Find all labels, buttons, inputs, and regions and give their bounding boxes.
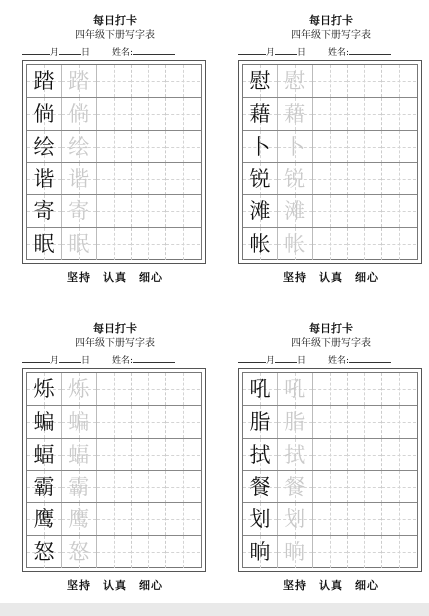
trace-character: 烁	[68, 377, 90, 401]
day-blank[interactable]	[59, 354, 81, 363]
model-character-cell	[27, 373, 62, 405]
name-blank[interactable]	[349, 46, 391, 55]
practice-cell[interactable]	[131, 98, 166, 130]
trace-character-cell	[278, 98, 313, 130]
model-character-cell	[243, 373, 278, 405]
practice-cell[interactable]	[313, 195, 348, 227]
grid-row	[243, 535, 417, 568]
day-label: 日	[297, 356, 307, 366]
practice-cell[interactable]	[166, 471, 200, 503]
practice-cell[interactable]	[382, 406, 416, 438]
card-title: 每日打卡	[93, 322, 137, 335]
name-label: 姓名:	[328, 48, 350, 58]
practice-cell[interactable]	[382, 98, 416, 130]
practice-cell[interactable]	[313, 228, 348, 260]
trace-character: 谐	[68, 166, 90, 191]
trace-character-cell	[62, 503, 97, 535]
motto-word: 细心	[139, 579, 163, 592]
card-motto	[238, 269, 424, 285]
practice-cell[interactable]	[166, 65, 200, 97]
grid-row	[243, 502, 417, 535]
practice-cell[interactable]	[347, 536, 382, 568]
practice-cell[interactable]	[166, 536, 200, 568]
practice-cell[interactable]	[131, 228, 166, 260]
trace-character-cell	[278, 406, 313, 438]
practice-cell[interactable]	[97, 503, 132, 535]
trace-character: 怒	[68, 539, 90, 564]
card-subtitle: 四年级下册写字表	[291, 30, 371, 41]
grid-row	[243, 438, 417, 471]
model-character-cell	[27, 65, 62, 97]
practice-cell[interactable]	[382, 195, 416, 227]
model-character-cell	[243, 536, 278, 568]
model-character-cell	[27, 98, 62, 130]
model-character: 烁	[33, 377, 55, 401]
day-label: 日	[297, 48, 307, 58]
card-subtitle: 四年级下册写字表	[75, 338, 155, 349]
model-character-cell	[243, 163, 278, 195]
model-character: 谐	[33, 166, 55, 191]
model-character-cell	[243, 98, 278, 130]
month-label: 月	[50, 48, 60, 58]
practice-cell[interactable]	[97, 163, 132, 195]
practice-cell[interactable]	[313, 536, 348, 568]
practice-cell[interactable]	[347, 406, 382, 438]
trace-character-cell	[278, 65, 313, 97]
practice-cell[interactable]	[131, 195, 166, 227]
date-name-row	[238, 354, 424, 366]
model-character: 藉	[249, 102, 271, 127]
practice-cell[interactable]	[347, 373, 382, 405]
model-character-cell	[243, 406, 278, 438]
day-label: 日	[81, 48, 91, 58]
trace-character-cell	[278, 439, 313, 471]
practice-cell[interactable]	[382, 65, 416, 97]
trace-character: 绘	[68, 134, 90, 159]
model-character: 鹰	[33, 507, 55, 532]
practice-cell[interactable]	[166, 406, 200, 438]
trace-character: 餐	[284, 474, 306, 499]
writing-grid-inner	[242, 372, 418, 568]
model-character: 慰	[249, 69, 271, 93]
model-character-cell	[243, 471, 278, 503]
practice-cell[interactable]	[347, 163, 382, 195]
month-label: 月	[266, 48, 276, 58]
practice-cell[interactable]	[97, 195, 132, 227]
model-character: 霸	[33, 474, 55, 499]
trace-character: 霸	[68, 474, 90, 499]
trace-character: 划	[284, 507, 306, 532]
motto-word: 细心	[139, 271, 163, 284]
grid-row	[243, 405, 417, 438]
model-character: 吼	[249, 377, 271, 401]
name-blank[interactable]	[349, 354, 391, 363]
card-title: 每日打卡	[309, 14, 353, 27]
practice-cell[interactable]	[97, 536, 132, 568]
model-character-cell	[27, 471, 62, 503]
card-motto	[22, 577, 208, 593]
grid-row	[27, 502, 201, 535]
practice-cell[interactable]	[347, 471, 382, 503]
practice-cell[interactable]	[97, 373, 132, 405]
practice-cell[interactable]	[313, 98, 348, 130]
day-label: 日	[81, 356, 91, 366]
trace-character-cell	[62, 98, 97, 130]
motto-word: 认真	[319, 271, 343, 284]
practice-cell[interactable]	[131, 536, 166, 568]
writing-grid	[238, 368, 422, 572]
trace-character-cell	[278, 373, 313, 405]
model-character: 倘	[33, 102, 55, 127]
trace-character-cell	[62, 471, 97, 503]
model-character-cell	[27, 228, 62, 260]
trace-character: 滩	[284, 199, 306, 224]
card-motto	[238, 577, 424, 593]
practice-cell[interactable]	[97, 228, 132, 260]
grid-row	[243, 97, 417, 130]
practice-cell[interactable]	[131, 406, 166, 438]
practice-cell[interactable]	[313, 65, 348, 97]
date-name-row	[22, 354, 208, 366]
grid-row	[27, 535, 201, 568]
practice-cell[interactable]	[131, 373, 166, 405]
trace-character-cell	[62, 536, 97, 568]
model-character: 晌	[249, 539, 271, 564]
practice-cell[interactable]	[97, 406, 132, 438]
practice-cell[interactable]	[166, 163, 200, 195]
trace-character-cell	[62, 373, 97, 405]
motto-word: 坚持	[283, 271, 307, 284]
model-character: 踏	[33, 69, 55, 93]
model-character: 锐	[249, 166, 271, 191]
model-character: 脂	[249, 410, 271, 435]
grid-row	[243, 470, 417, 503]
practice-cell[interactable]	[347, 228, 382, 260]
card-motto	[22, 269, 208, 285]
name-label: 姓名:	[112, 356, 134, 366]
name-blank[interactable]	[133, 354, 175, 363]
trace-character: 眠	[68, 231, 90, 256]
trace-character-cell	[62, 406, 97, 438]
model-character: 蝠	[33, 442, 55, 467]
model-character-cell	[243, 439, 278, 471]
card-subtitle: 四年级下册写字表	[75, 30, 155, 41]
practice-cell[interactable]	[131, 439, 166, 471]
practice-cell[interactable]	[166, 373, 200, 405]
practice-cell[interactable]	[131, 131, 166, 163]
practice-cell[interactable]	[347, 503, 382, 535]
practice-cell[interactable]	[313, 471, 348, 503]
model-character: 眠	[33, 231, 55, 256]
model-character-cell	[27, 131, 62, 163]
practice-cell[interactable]	[166, 195, 200, 227]
practice-cell[interactable]	[97, 131, 132, 163]
card-title: 每日打卡	[309, 322, 353, 335]
practice-cell[interactable]	[382, 163, 416, 195]
practice-cell[interactable]	[166, 131, 200, 163]
grid-row	[243, 65, 417, 97]
trace-character: 藉	[284, 102, 306, 127]
trace-character-cell	[62, 131, 97, 163]
practice-cell[interactable]	[131, 163, 166, 195]
trace-character-cell	[62, 228, 97, 260]
practice-cell[interactable]	[166, 98, 200, 130]
date-name-row	[22, 46, 208, 58]
trace-character-cell	[62, 439, 97, 471]
model-character-cell	[27, 406, 62, 438]
motto-word: 坚持	[67, 579, 91, 592]
practice-cell[interactable]	[97, 439, 132, 471]
day-blank[interactable]	[59, 46, 81, 55]
practice-cell[interactable]	[313, 406, 348, 438]
trace-character-cell	[62, 195, 97, 227]
practice-cell[interactable]	[382, 373, 416, 405]
trace-character: 帐	[284, 231, 306, 256]
practice-cell[interactable]	[131, 65, 166, 97]
month-blank[interactable]	[22, 354, 50, 363]
trace-character: 鹰	[68, 507, 90, 532]
practice-cell[interactable]	[347, 131, 382, 163]
practice-cell[interactable]	[347, 439, 382, 471]
trace-character: 拭	[284, 442, 306, 467]
grid-row	[27, 405, 201, 438]
month-blank[interactable]	[238, 354, 266, 363]
motto-word: 细心	[355, 579, 379, 592]
practice-cell[interactable]	[347, 195, 382, 227]
practice-cell[interactable]	[313, 373, 348, 405]
grid-row	[27, 194, 201, 227]
trace-character: 蝠	[68, 442, 90, 467]
practice-cell[interactable]	[313, 439, 348, 471]
grid-row	[27, 227, 201, 260]
trace-character: 卜	[284, 134, 306, 159]
practice-cell[interactable]	[313, 131, 348, 163]
grid-row	[243, 130, 417, 163]
model-character: 绘	[33, 134, 55, 159]
grid-row	[243, 162, 417, 195]
practice-cell[interactable]	[382, 439, 416, 471]
grid-row	[27, 373, 201, 405]
trace-character-cell	[62, 163, 97, 195]
model-character: 拭	[249, 442, 271, 467]
practice-cell[interactable]	[382, 536, 416, 568]
writing-grid	[238, 60, 422, 264]
trace-character-cell	[278, 471, 313, 503]
model-character-cell	[243, 65, 278, 97]
model-character-cell	[243, 131, 278, 163]
grid-row	[27, 470, 201, 503]
trace-character: 踏	[68, 69, 90, 93]
practice-cell[interactable]	[382, 471, 416, 503]
name-label: 姓名:	[112, 48, 134, 58]
month-label: 月	[266, 356, 276, 366]
practice-cell[interactable]	[313, 163, 348, 195]
grid-row	[243, 373, 417, 405]
trace-character-cell	[278, 195, 313, 227]
motto-word: 坚持	[283, 579, 307, 592]
practice-cell[interactable]	[131, 471, 166, 503]
motto-word: 细心	[355, 271, 379, 284]
trace-character-cell	[278, 131, 313, 163]
model-character-cell	[27, 503, 62, 535]
day-blank[interactable]	[275, 354, 297, 363]
name-label: 姓名:	[328, 356, 350, 366]
model-character: 划	[249, 507, 271, 532]
trace-character: 慰	[284, 69, 306, 93]
writing-grid-inner	[26, 372, 202, 568]
model-character: 蝙	[33, 410, 55, 435]
grid-row	[243, 227, 417, 260]
trace-character-cell	[62, 65, 97, 97]
card-subtitle: 四年级下册写字表	[291, 338, 371, 349]
grid-row	[27, 97, 201, 130]
practice-cell[interactable]	[166, 439, 200, 471]
motto-word: 认真	[103, 579, 127, 592]
practice-cell[interactable]	[97, 98, 132, 130]
month-label: 月	[50, 356, 60, 366]
practice-cell[interactable]	[382, 228, 416, 260]
writing-grid-inner	[26, 64, 202, 260]
model-character: 寄	[33, 199, 55, 224]
practice-cell[interactable]	[347, 65, 382, 97]
motto-word: 认真	[319, 579, 343, 592]
trace-character-cell	[278, 503, 313, 535]
trace-character: 蝙	[68, 410, 90, 435]
trace-character: 吼	[284, 377, 306, 401]
model-character: 餐	[249, 474, 271, 499]
grid-row	[243, 194, 417, 227]
practice-cell[interactable]	[382, 503, 416, 535]
practice-cell[interactable]	[166, 503, 200, 535]
grid-row	[27, 438, 201, 471]
date-name-row	[238, 46, 424, 58]
name-blank[interactable]	[133, 46, 175, 55]
practice-cell[interactable]	[166, 228, 200, 260]
day-blank[interactable]	[275, 46, 297, 55]
model-character-cell	[27, 195, 62, 227]
trace-character: 倘	[68, 102, 90, 127]
model-character: 帐	[249, 231, 271, 256]
trace-character-cell	[278, 228, 313, 260]
writing-grid	[22, 60, 206, 264]
card-title: 每日打卡	[93, 14, 137, 27]
month-blank[interactable]	[22, 46, 50, 55]
model-character-cell	[27, 439, 62, 471]
practice-cell[interactable]	[131, 503, 166, 535]
practice-cell[interactable]	[382, 131, 416, 163]
model-character-cell	[243, 503, 278, 535]
practice-cell[interactable]	[313, 503, 348, 535]
trace-character: 晌	[284, 539, 306, 564]
practice-cell[interactable]	[347, 98, 382, 130]
trace-character: 脂	[284, 410, 306, 435]
writing-grid	[22, 368, 206, 572]
practice-cell[interactable]	[97, 65, 132, 97]
motto-word: 认真	[103, 271, 127, 284]
grid-row	[27, 65, 201, 97]
model-character: 滩	[249, 199, 271, 224]
trace-character-cell	[278, 163, 313, 195]
model-character-cell	[243, 228, 278, 260]
writing-grid-inner	[242, 64, 418, 260]
motto-word: 坚持	[67, 271, 91, 284]
model-character-cell	[27, 163, 62, 195]
page-bottom-strip	[0, 603, 429, 616]
grid-row	[27, 130, 201, 163]
month-blank[interactable]	[238, 46, 266, 55]
trace-character: 锐	[284, 166, 306, 191]
grid-row	[27, 162, 201, 195]
trace-character: 寄	[68, 199, 90, 224]
trace-character-cell	[278, 536, 313, 568]
model-character-cell	[27, 536, 62, 568]
model-character-cell	[243, 195, 278, 227]
model-character: 怒	[33, 539, 55, 564]
model-character: 卜	[249, 134, 271, 159]
practice-cell[interactable]	[97, 471, 132, 503]
